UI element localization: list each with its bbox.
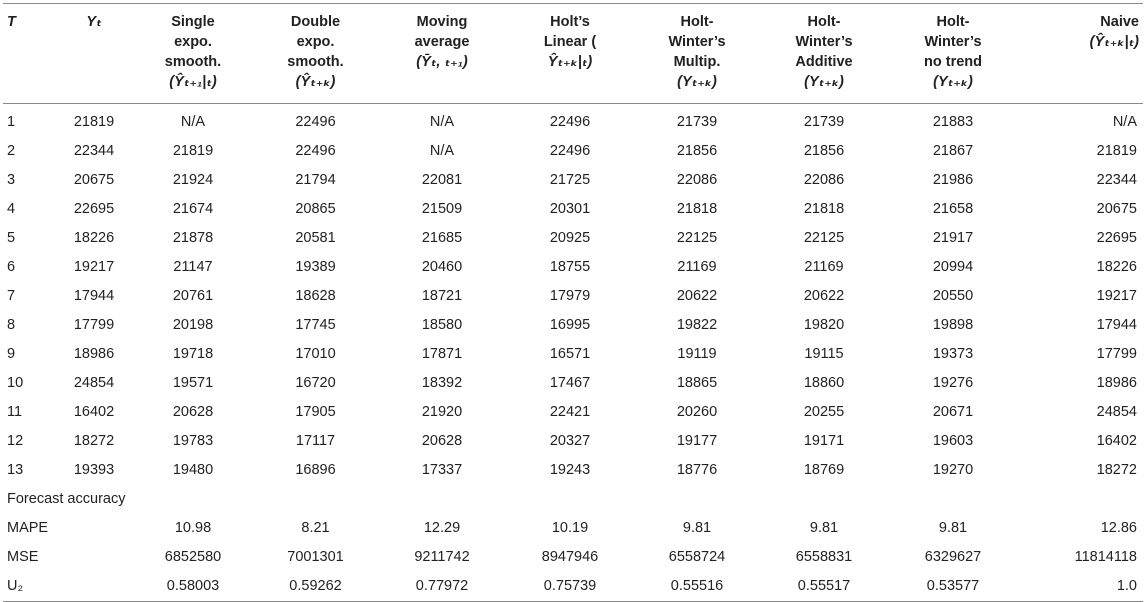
header-line: Single <box>171 14 215 30</box>
cell-single-expo: 19571 <box>172 375 214 391</box>
cell-double-expo: 16896 <box>295 462 336 478</box>
metric-hw-multip: 9.81 <box>682 520 712 536</box>
cell-t: 8 <box>7 317 16 333</box>
cell-naive: 19217 <box>1096 288 1137 304</box>
cell-hw-no-trend: 19603 <box>932 433 974 449</box>
cell-hw-no-trend: 19276 <box>932 375 974 391</box>
cell-moving-avg: 17871 <box>421 346 463 362</box>
cell-hw-additive: 18769 <box>803 462 845 478</box>
cell-double-expo: 17117 <box>295 433 336 449</box>
cell-hw-additive: 19115 <box>804 346 844 362</box>
cell-moving-avg: 18721 <box>421 288 463 304</box>
cell-holts-linear: 16571 <box>549 346 591 362</box>
cell-naive: 16402 <box>1096 433 1137 449</box>
cell-yt: 16402 <box>73 404 115 420</box>
metric-holts-linear: 10.19 <box>551 520 589 536</box>
cell-hw-no-trend: 19373 <box>932 346 974 362</box>
cell-holts-linear: 17979 <box>549 288 591 304</box>
table-row <box>3 282 1143 311</box>
header-t <box>3 4 55 104</box>
cell-t: 2 <box>7 143 16 159</box>
cell-holts-linear: 22421 <box>549 404 591 420</box>
metric-naive: 1.0 <box>1116 578 1137 594</box>
metric-label: MSE <box>7 549 39 565</box>
cell-hw-no-trend: 21867 <box>932 143 974 159</box>
cell-holts-linear: 17467 <box>549 375 591 391</box>
cell-moving-avg: 21920 <box>421 404 463 420</box>
cell-holts-linear: 22496 <box>549 114 591 130</box>
metric-double-expo: 7001301 <box>287 549 344 565</box>
cell-yt: 22695 <box>73 201 115 217</box>
cell-moving-avg: 21685 <box>421 230 463 246</box>
table-row <box>3 137 1143 166</box>
metric-holts-linear: 8947946 <box>541 549 599 565</box>
cell-hw-multip: 19177 <box>676 433 718 449</box>
cell-hw-multip: 21169 <box>677 259 717 275</box>
header-line: Winter’s <box>795 34 853 50</box>
cell-moving-avg: 20460 <box>421 259 463 275</box>
metric-double-expo: 0.59262 <box>289 578 342 594</box>
table-row <box>3 456 1143 485</box>
cell-hw-multip: 20260 <box>676 404 718 420</box>
cell-hw-additive: 19171 <box>803 433 845 449</box>
cell-hw-additive: 21169 <box>804 259 844 275</box>
header-line: expo. <box>296 34 335 50</box>
cell-double-expo: 20581 <box>295 230 336 246</box>
section-label-forecast-accuracy: Forecast accuracy <box>7 491 126 507</box>
cell-moving-avg: N/A <box>429 114 455 130</box>
cell-hw-no-trend: 19898 <box>932 317 974 333</box>
cell-hw-multip: 18865 <box>676 375 718 391</box>
cell-hw-multip: 21818 <box>676 201 718 217</box>
cell-single-expo: 21878 <box>172 230 214 246</box>
cell-moving-avg: 18580 <box>421 317 463 333</box>
cell-single-expo: 21819 <box>172 143 214 159</box>
cell-naive: 18272 <box>1096 462 1137 478</box>
header-symbol: Ŷₜ₊ₖ|ₜ) <box>547 54 593 70</box>
cell-naive: 20675 <box>1096 201 1137 217</box>
metric-double-expo: 8.21 <box>301 520 330 536</box>
metric-moving-avg: 12.29 <box>423 520 461 536</box>
cell-t: 6 <box>7 259 16 275</box>
metric-hw-multip: 0.55516 <box>670 578 724 594</box>
cell-naive: 17944 <box>1096 317 1137 333</box>
table-row <box>3 340 1143 369</box>
cell-single-expo: 21924 <box>172 172 214 188</box>
cell-hw-no-trend: 21658 <box>932 201 974 217</box>
header-line: Additive <box>795 54 853 70</box>
metric-hw-multip: 6558724 <box>668 549 726 565</box>
cell-t: 4 <box>7 201 16 217</box>
header-symbol: (Ŷₜ₊ₖ) <box>295 74 336 90</box>
cell-hw-multip: 21856 <box>676 143 718 159</box>
header-symbol: (Ŷₜ₊₁|ₜ) <box>169 74 217 90</box>
cell-t: 9 <box>7 346 16 362</box>
header-naive <box>1018 4 1143 104</box>
cell-hw-multip: 22125 <box>676 230 718 246</box>
header-hw-multip <box>634 4 760 104</box>
header-line: no trend <box>924 54 982 70</box>
cell-holts-linear: 20301 <box>549 201 591 217</box>
cell-hw-multip: 22086 <box>676 172 718 188</box>
header-row <box>3 4 1143 104</box>
cell-double-expo: 19389 <box>295 259 336 275</box>
table-header <box>3 4 1143 104</box>
metric-hw-additive: 0.55517 <box>797 578 851 594</box>
header-symbol: (Yₜ₊ₖ) <box>933 74 973 90</box>
cell-naive: 22344 <box>1096 172 1137 188</box>
header-line: Linear ( <box>543 34 597 50</box>
cell-double-expo: 20865 <box>295 201 336 217</box>
cell-yt: 24854 <box>73 375 115 391</box>
cell-single-expo: 21674 <box>172 201 214 217</box>
cell-yt: 17944 <box>73 288 115 304</box>
header-line: expo. <box>174 34 212 50</box>
metric-moving-avg: 0.77972 <box>415 578 469 594</box>
header-line: Naive <box>1100 14 1139 30</box>
cell-hw-additive: 21818 <box>803 201 845 217</box>
cell-hw-additive: 20622 <box>803 288 845 304</box>
cell-single-expo: 20761 <box>172 288 214 304</box>
cell-hw-multip: 21739 <box>676 114 718 130</box>
section-row <box>3 485 1143 514</box>
cell-double-expo: 16720 <box>295 375 336 391</box>
cell-holts-linear: 18755 <box>549 259 591 275</box>
cell-holts-linear: 22496 <box>549 143 591 159</box>
metric-row <box>3 572 1143 602</box>
header-single-expo-smooth <box>133 4 253 104</box>
cell-yt: 18272 <box>73 433 115 449</box>
cell-yt: 20675 <box>73 172 115 188</box>
cell-hw-additive: 20255 <box>803 404 845 420</box>
header-t-label: T <box>7 14 16 30</box>
table-body <box>3 104 1143 602</box>
cell-holts-linear: 19243 <box>549 462 591 478</box>
cell-naive: 22695 <box>1096 230 1137 246</box>
metric-moving-avg: 9211742 <box>414 549 470 565</box>
cell-holts-linear: 20925 <box>549 230 591 246</box>
header-line: Holt- <box>807 14 841 30</box>
cell-single-expo: 21147 <box>173 259 213 275</box>
metric-naive: 11814118 <box>1074 549 1137 565</box>
header-symbol: (Yₜ₊ₖ) <box>804 74 844 90</box>
cell-single-expo: 19718 <box>172 346 214 362</box>
header-hw-additive <box>760 4 888 104</box>
cell-hw-no-trend: 21986 <box>932 172 974 188</box>
cell-double-expo: 17745 <box>295 317 336 333</box>
cell-hw-multip: 20622 <box>676 288 718 304</box>
table-row <box>3 427 1143 456</box>
cell-hw-no-trend: 20671 <box>932 404 974 420</box>
metric-hw-additive: 6558831 <box>795 549 853 565</box>
cell-holts-linear: 20327 <box>549 433 591 449</box>
cell-t: 1 <box>7 114 16 130</box>
cell-single-expo: 20198 <box>172 317 214 333</box>
metric-hw-no-trend: 0.53577 <box>926 578 980 594</box>
cell-hw-no-trend: 19270 <box>932 462 974 478</box>
metric-single-expo: 0.58003 <box>166 578 220 594</box>
cell-hw-additive: 18860 <box>803 375 845 391</box>
cell-hw-additive: 21856 <box>803 143 845 159</box>
cell-t: 5 <box>7 230 16 246</box>
cell-naive: 18986 <box>1096 375 1137 391</box>
metric-single-expo: 6852580 <box>164 549 222 565</box>
metric-row <box>3 543 1143 572</box>
cell-moving-avg: N/A <box>429 143 455 159</box>
table-row <box>3 311 1143 340</box>
header-line: smooth. <box>287 54 344 70</box>
header-symbol: (Yₜ₊ₖ) <box>677 74 717 90</box>
header-yt <box>55 4 133 104</box>
cell-naive: 21819 <box>1096 143 1137 159</box>
cell-naive: 24854 <box>1096 404 1137 420</box>
cell-moving-avg: 20628 <box>421 433 463 449</box>
header-symbol: (Ŷₜ₊ₖ|ₜ) <box>1089 34 1139 50</box>
cell-holts-linear: 21725 <box>549 172 591 188</box>
header-line: Holt- <box>936 14 970 30</box>
cell-hw-additive: 21739 <box>803 114 845 130</box>
table-row <box>3 369 1143 398</box>
table-row <box>3 398 1143 427</box>
header-moving-average <box>378 4 506 104</box>
cell-double-expo: 22496 <box>295 114 336 130</box>
header-yt-label: Yₜ <box>86 14 102 30</box>
cell-hw-no-trend: 21883 <box>932 114 974 130</box>
cell-hw-no-trend: 21917 <box>932 230 974 246</box>
table-row <box>3 166 1143 195</box>
cell-hw-multip: 19119 <box>677 346 717 362</box>
cell-double-expo: 17905 <box>295 404 336 420</box>
cell-yt: 18226 <box>73 230 115 246</box>
metric-hw-no-trend: 6329627 <box>924 549 982 565</box>
header-line: Winter’s <box>668 34 726 50</box>
metric-single-expo: 10.98 <box>174 520 212 536</box>
header-line: Multip. <box>673 54 721 70</box>
cell-yt: 19393 <box>73 462 115 478</box>
cell-single-expo: N/A <box>180 114 206 130</box>
cell-t: 3 <box>7 172 16 188</box>
cell-t: 13 <box>7 462 24 478</box>
cell-yt: 17799 <box>73 317 115 333</box>
cell-double-expo: 22496 <box>295 143 336 159</box>
header-line: Winter’s <box>924 34 982 50</box>
metric-row <box>3 514 1143 543</box>
cell-t: 7 <box>7 288 16 304</box>
cell-moving-avg: 18392 <box>421 375 463 391</box>
cell-double-expo: 17010 <box>295 346 336 362</box>
table-row <box>3 253 1143 282</box>
cell-holts-linear: 16995 <box>549 317 591 333</box>
header-line: average <box>414 34 470 50</box>
metric-hw-no-trend: 9.81 <box>938 520 968 536</box>
cell-hw-multip: 19822 <box>676 317 718 333</box>
table-row <box>3 224 1143 253</box>
cell-t: 10 <box>7 375 24 391</box>
header-line: Holt- <box>680 14 714 30</box>
header-holts-linear <box>506 4 634 104</box>
cell-yt: 18986 <box>73 346 115 362</box>
cell-yt: 21819 <box>73 114 115 130</box>
cell-hw-additive: 22125 <box>803 230 845 246</box>
metric-hw-additive: 9.81 <box>809 520 839 536</box>
cell-single-expo: 19480 <box>172 462 214 478</box>
cell-hw-additive: 19820 <box>803 317 845 333</box>
cell-t: 11 <box>7 404 23 420</box>
cell-moving-avg: 17337 <box>421 462 463 478</box>
header-line: Holt’s <box>550 14 590 30</box>
cell-hw-multip: 18776 <box>676 462 718 478</box>
cell-naive: N/A <box>1112 114 1137 130</box>
metric-label: MAPE <box>7 520 49 536</box>
cell-moving-avg: 22081 <box>421 172 463 188</box>
header-symbol: (Ȳₜ, ₜ₊₁) <box>416 54 468 70</box>
forecast-comparison-table <box>3 3 1143 602</box>
cell-double-expo: 21794 <box>295 172 336 188</box>
header-double-expo-smooth <box>253 4 378 104</box>
header-line: smooth. <box>164 54 222 70</box>
header-line: Moving <box>416 14 468 30</box>
cell-hw-no-trend: 20994 <box>932 259 974 275</box>
cell-naive: 18226 <box>1096 259 1137 275</box>
metric-holts-linear: 0.75739 <box>543 578 597 594</box>
table-row <box>3 104 1143 138</box>
cell-hw-additive: 22086 <box>803 172 845 188</box>
cell-moving-avg: 21509 <box>421 201 463 217</box>
cell-hw-no-trend: 20550 <box>932 288 974 304</box>
header-hw-no-trend <box>888 4 1018 104</box>
metric-naive: 12.86 <box>1100 520 1137 536</box>
cell-yt: 19217 <box>73 259 115 275</box>
cell-yt: 22344 <box>73 143 115 159</box>
metric-label: U₂ <box>7 578 24 594</box>
cell-single-expo: 20628 <box>172 404 214 420</box>
cell-double-expo: 18628 <box>295 288 336 304</box>
cell-single-expo: 19783 <box>172 433 214 449</box>
cell-naive: 17799 <box>1096 346 1137 362</box>
cell-t: 12 <box>7 433 24 449</box>
header-line: Double <box>290 14 341 30</box>
table-row <box>3 195 1143 224</box>
